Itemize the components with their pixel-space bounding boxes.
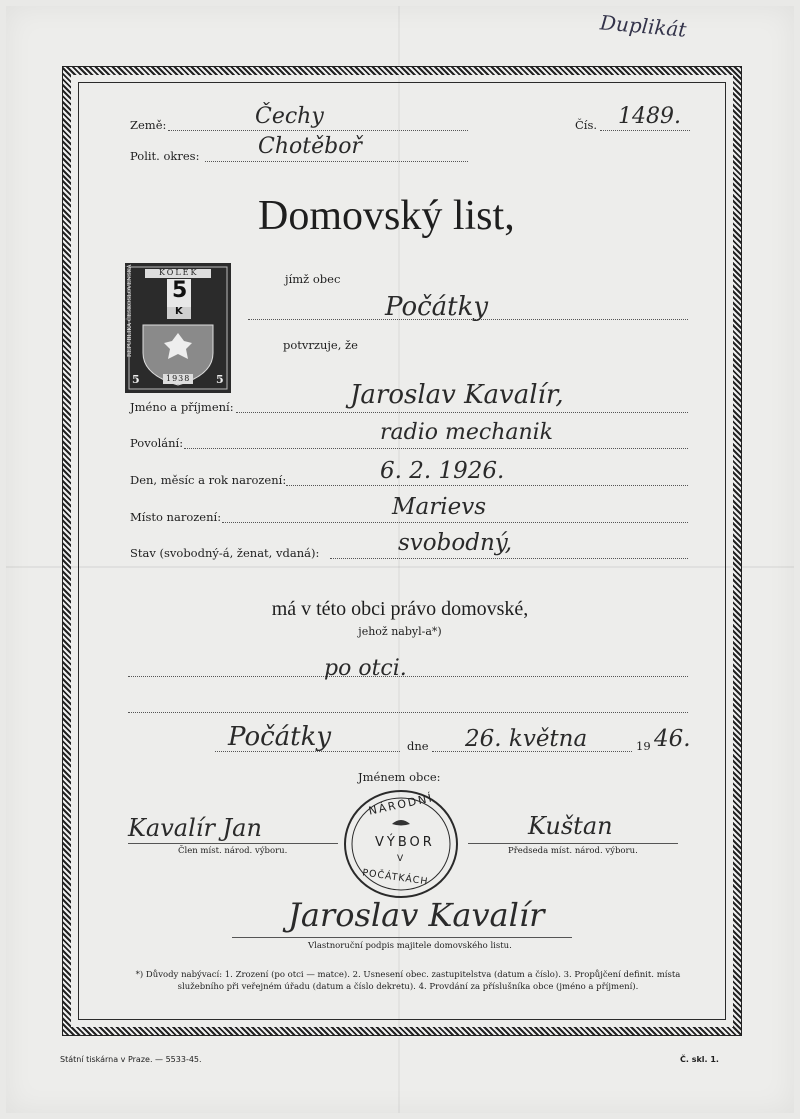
chairman-sig-line: [468, 843, 678, 844]
stamp-corner-right: 5: [216, 373, 224, 386]
okres-value: Chotěboř: [258, 134, 362, 159]
stamp-side-text: REPUBLIKA ČESKOSLOVENSKÁ: [127, 264, 133, 357]
year-prefix: 19: [636, 739, 651, 753]
zeme-line: [168, 130, 468, 131]
holder-sig-line: [232, 937, 572, 938]
cis-line: [600, 130, 690, 131]
occupation-label: Povolání:: [130, 436, 184, 450]
member-sig-line: [128, 843, 338, 844]
status-label: Stav (svobodný-á, ženat, vdaná):: [130, 546, 320, 560]
occupation-line: [184, 448, 688, 449]
acquired-value: po otci.: [324, 656, 407, 681]
right-of-residence-heading: má v této obci právo domovské,: [271, 598, 529, 620]
form-number: Č. skl. 1.: [680, 1055, 719, 1064]
on-behalf-label: Jménem obce:: [358, 770, 441, 784]
zeme-value: Čechy: [255, 104, 324, 129]
cis-label: Čís.: [575, 118, 598, 132]
birthdate-label: Den, měsíc a rok narození:: [130, 473, 287, 487]
year-suffix: 46.: [654, 726, 691, 752]
stamp-top-text: KOLEK: [159, 268, 199, 277]
seal-bottom-text: POČÁTKÁCH: [361, 867, 430, 888]
place-value: Počátky: [228, 722, 332, 752]
birthplace-label: Místo narození:: [130, 510, 222, 524]
acquired-label: jehož nabyl-a*): [358, 625, 442, 638]
dne-label: dne: [407, 739, 429, 753]
stamp-year: 1938: [166, 374, 191, 383]
cis-value: 1489.: [618, 104, 681, 129]
status-value: svobodný,: [398, 530, 513, 556]
birthplace-line: [222, 522, 688, 523]
member-signature: Kavalír Jan: [128, 814, 262, 842]
seal-top-text: NÁRODNÍ: [367, 791, 435, 818]
revenue-stamp: [125, 263, 231, 393]
stamp-corner-left: 5: [132, 373, 140, 386]
okres-label: Polit. okres:: [130, 149, 200, 163]
document-title: Domovský list,: [258, 193, 515, 239]
stamp-currency: K: [175, 306, 183, 317]
status-line: [330, 558, 688, 559]
official-seal: [342, 788, 460, 900]
holder-caption: Vlastnoruční podpis majitele domovského listu.: [308, 941, 512, 951]
corner-note: Duplikát: [599, 10, 688, 42]
okres-line: [205, 161, 468, 162]
chairman-caption: Předseda míst. národ. výboru.: [508, 846, 638, 856]
date-value: 26. května: [465, 726, 588, 752]
footnote: *) Důvody nabývací: 1. Zrození (po otci — matce). 2. Usnesení obec. zastupitelstva (datum a číslo). 3. Propůjčení definit. místa služebního při veřejném úřadu (datum a číslo dekretu). 4. Provdání za příslušníka obce (jméno a příjmení).: [135, 970, 681, 992]
obec-label: jímž obec: [285, 272, 341, 286]
stamp-value: 5: [172, 278, 188, 303]
seal-middle-text: VÝBOR: [375, 835, 435, 850]
birthdate-value: 6. 2. 1926.: [380, 458, 505, 484]
occupation-value: radio mechanik: [380, 420, 554, 445]
potvrzuje-label: potvrzuje, že: [283, 338, 358, 352]
printer-imprint: Státní tiskárna v Praze. — 5533-45.: [60, 1055, 202, 1064]
name-label: Jméno a příjmení:: [130, 400, 234, 414]
acquired-line-1: [128, 676, 688, 677]
birthplace-value: Marievs: [392, 494, 487, 520]
zeme-label: Země:: [130, 118, 167, 132]
name-line: [236, 412, 688, 413]
holder-signature: Jaroslav Kavalír: [288, 896, 545, 934]
seal-v-text: V: [397, 854, 404, 864]
name-value: Jaroslav Kavalír,: [350, 380, 564, 410]
chairman-signature: Kuštan: [528, 812, 613, 840]
birthdate-line: [286, 485, 688, 486]
acquired-line-2: [128, 712, 688, 713]
member-caption: Člen míst. národ. výboru.: [178, 846, 288, 856]
obec-value: Počátky: [385, 292, 489, 322]
